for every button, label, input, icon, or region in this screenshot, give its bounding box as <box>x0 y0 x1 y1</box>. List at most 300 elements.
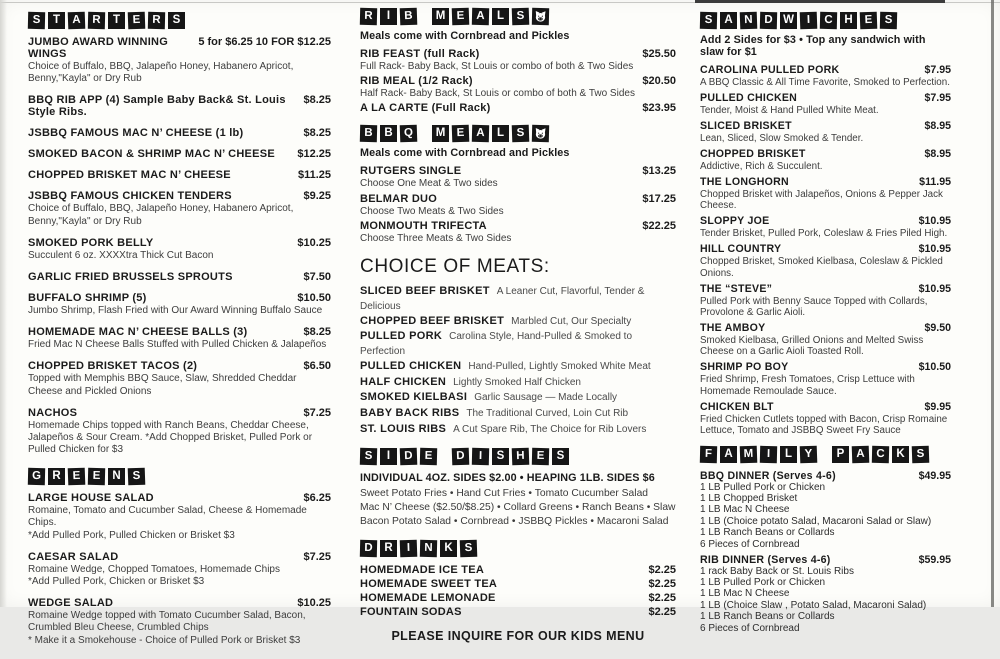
title-letter-tile: S <box>880 12 897 29</box>
item-name: CAROLINA PULLED PORK <box>700 64 840 76</box>
item-name: SMOKED BACON & SHRIMP MAC N’ CHEESE <box>28 148 275 161</box>
menu-item <box>700 243 951 279</box>
item-price: $20.50 <box>642 75 676 88</box>
title-letter-tile: S <box>512 8 530 26</box>
menu-item <box>360 564 676 576</box>
scan-edge-left <box>0 0 7 607</box>
title-letter-tile: R <box>88 12 105 29</box>
menu-item-row <box>360 75 676 87</box>
item-detail-line: 6 Pieces of Cornbread <box>700 538 800 550</box>
title-letter-tile: R <box>360 8 377 25</box>
item-description: Topped with Memphis BBQ Sauce, Slaw, Shredded Cheddar Cheese and Pickled Onions <box>28 373 297 397</box>
menu-item-row <box>700 243 951 255</box>
item-note: *Add Pulled Pork, Chicken or Brisket $3 <box>28 576 205 587</box>
item-name: CHOPPED BRISKET MAC N’ CHEESE <box>28 169 231 182</box>
item-name: A LA CARTE (Full Rack) <box>360 102 491 115</box>
title-letter-tile: M <box>432 125 449 142</box>
item-name: RIB FEAST (full Rack) <box>360 48 480 60</box>
item-name: THE “STEVE” <box>700 282 773 295</box>
menu-column-right <box>700 12 951 643</box>
item-name: CAESAR SALAD <box>28 550 119 563</box>
item-price: $49.95 <box>918 469 951 482</box>
title-letter-tile: A <box>720 446 737 463</box>
item-description: Addictive, Rich & Succulent. <box>700 160 823 172</box>
menu-item <box>28 271 331 283</box>
item-description: Romaine, Tomato and Cucumber Salad, Cheese & Homemade Chips. <box>28 505 307 529</box>
item-price: $2.25 <box>648 592 676 605</box>
menu-item-row <box>28 326 331 338</box>
menu-item <box>28 492 331 542</box>
meat-item <box>360 406 676 422</box>
item-name: HOMEMADE MAC N’ CHEESE BALLS (3) <box>28 326 248 339</box>
menu-item <box>360 606 676 618</box>
section-title <box>28 468 331 485</box>
menu-item-row <box>360 193 676 205</box>
menu-item <box>360 48 676 73</box>
item-price: $10.50 <box>297 291 331 304</box>
meat-description: Carolina Style, Hand-Pulled & Smoked to Perfection <box>360 331 633 357</box>
item-description: Choice of Buffalo, BBQ, Jalapeño Honey, Habanero Apricot, Benny,"Kayla" or Dry Rub <box>28 203 294 227</box>
item-description: Tender Brisket, Pulled Pork, Coleslaw & Fries Piled High. <box>700 228 948 240</box>
meat-name: HALF CHICKEN <box>360 375 447 388</box>
meat-description: Garlic Sausage — Made Locally <box>474 392 618 404</box>
item-price: $7.25 <box>303 406 331 419</box>
item-note: * Make it a Smokehouse - Choice of Pulled Pork or Brisket $3 <box>28 634 301 646</box>
menu-item <box>360 578 676 590</box>
item-name: HILL COUNTRY <box>700 243 782 256</box>
meat-item <box>360 375 676 391</box>
section-starters <box>28 12 331 456</box>
title-letter-tile: S <box>492 448 509 465</box>
meat-description: Lightly Smoked Half Chicken <box>453 376 581 388</box>
section-rib-meals <box>360 8 676 114</box>
title-letter-tile: C <box>820 12 837 29</box>
menu-item <box>28 169 331 181</box>
menu-item-row <box>700 554 951 566</box>
meat-name: PULLED PORK <box>360 330 443 343</box>
item-name: HOMEMADE SWEET TEA <box>360 578 498 591</box>
item-name: NACHOS <box>28 406 78 419</box>
item-name: GARLIC FRIED BRUSSELS SPROUTS <box>28 270 233 283</box>
item-name: HOMEDMADE ICE TEA <box>360 564 485 577</box>
title-letter-tile: T <box>48 12 65 29</box>
meat-item <box>360 284 676 314</box>
menu-item-row <box>700 148 951 160</box>
item-price: $8.95 <box>924 147 951 160</box>
menu-item <box>28 597 331 647</box>
menu-item-row <box>360 564 676 576</box>
item-price: $25.50 <box>642 48 676 60</box>
menu-item <box>700 64 951 88</box>
title-letter-tile: F <box>700 445 717 462</box>
item-price: $2.25 <box>648 578 676 591</box>
menu-item <box>700 92 951 116</box>
title-letter-tile: S <box>700 12 717 29</box>
menu-item <box>28 326 331 351</box>
meat-item <box>360 359 676 375</box>
menu-item-row <box>360 606 676 618</box>
section-pricing-line: INDIVIDUAL 4OZ. SIDES $2.00 • HEAPING 1LB. SIDES $6 <box>360 472 655 485</box>
menu-item-row <box>28 237 331 249</box>
item-price: $10.50 <box>918 361 951 374</box>
item-price: $6.50 <box>303 360 331 373</box>
menu-item <box>360 165 676 190</box>
meat-name: SMOKED KIELBASI <box>360 391 468 404</box>
meat-description: Hand-Pulled, Lightly Smoked White Meat <box>468 361 651 373</box>
title-letter-tile: I <box>380 8 397 25</box>
menu-item-row <box>700 401 951 413</box>
item-name: JSBBQ FAMOUS MAC N’ CHEESE (1 lb) <box>28 127 244 140</box>
menu-item <box>360 592 676 604</box>
title-letter-tile: G <box>28 468 45 485</box>
menu-item <box>360 193 676 218</box>
section-line: Mac N’ Cheese ($2.50/$8.25) • Collard Greens • Ranch Beans • Slaw <box>360 502 676 514</box>
menu-item <box>360 102 676 114</box>
title-letter-tile: K <box>892 446 909 463</box>
item-price: $10.25 <box>297 597 331 610</box>
item-description: Romaine Wedge, Chopped Tomatoes, Homemade Chips <box>28 563 280 575</box>
menu-item <box>28 551 331 588</box>
section-bbq-meals <box>360 125 676 245</box>
title-letter-tile: H <box>840 12 857 29</box>
item-price: $2.25 <box>648 606 676 619</box>
item-description: Chopped Brisket, Smoked Kielbasa, Coleslaw & Pickled Onions. <box>700 256 943 279</box>
item-note: *Add Pulled Pork, Pulled Chicken or Brisket $3 <box>28 529 235 541</box>
kids-menu-note: PLEASE INQUIRE FOR OUR KIDS MENU <box>391 629 645 644</box>
item-name: SHRIMP PO BOY <box>700 361 789 374</box>
item-description: Choose Three Meats & Two Sides <box>360 232 512 244</box>
section-sandwiches <box>700 12 951 437</box>
menu-item-row <box>28 127 331 139</box>
menu-item <box>700 554 951 634</box>
title-letter-tile: E <box>452 125 470 143</box>
item-description: Choice of Buffalo, BBQ, Jalapeño Honey, Habanero Apricot, Benny,"Kayla" or Dry Rub <box>28 61 294 85</box>
menu-item-row <box>700 92 951 104</box>
title-letter-tile: S <box>552 448 569 465</box>
menu-item-row <box>28 551 331 563</box>
menu-item <box>700 215 951 239</box>
item-name: LARGE HOUSE SALAD <box>28 492 154 505</box>
menu-item-row <box>700 361 951 373</box>
item-description: Pulled Pork with Benny Sauce Topped with Collards, Provolone & Garlic Aioli. <box>700 295 928 319</box>
meat-name: BABY BACK RIBS <box>360 406 460 419</box>
menu-item <box>360 75 676 100</box>
section-subtitle: Meals come with Cornbread and Pickles <box>360 30 570 42</box>
menu-item-row <box>700 215 951 227</box>
menu-item-row <box>360 592 676 604</box>
item-price: $8.95 <box>924 119 951 132</box>
item-description: Romaine Wedge topped with Tomato Cucumber Salad, Bacon, Crumbled Bleu Cheese, Crumbled Chips <box>28 610 306 634</box>
menu-item-row <box>360 578 676 590</box>
section-line: Sweet Potato Fries • Hand Cut Fries • Tomato Cucumber Salad <box>360 488 649 500</box>
menu-item-row <box>360 48 676 60</box>
title-letter-tile: E <box>88 468 105 485</box>
menu-item <box>700 401 951 437</box>
item-name: PULLED CHICKEN <box>700 91 798 104</box>
item-name: BUFFALO SHRIMP (5) <box>28 291 147 304</box>
section-greens <box>28 468 331 647</box>
title-letter-tile: S <box>168 12 185 29</box>
menu-item <box>700 322 951 358</box>
title-letter-tile: T <box>108 12 125 29</box>
item-detail-line: 1 LB Pulled Pork or Chicken <box>700 576 826 588</box>
menu-item-row <box>700 120 951 132</box>
section-title <box>360 448 676 465</box>
section-subtitle: Meals come with Cornbread and Pickles <box>360 147 570 160</box>
meat-name: PULLED CHICKEN <box>360 360 462 373</box>
meat-name: SLICED BEEF BRISKET <box>360 284 490 297</box>
item-description: Tender, Moist & Hand Pulled White Meat. <box>700 104 879 116</box>
title-letter-tile: N <box>420 540 437 557</box>
item-name: BBQ DINNER (Serves 4-6) <box>700 469 836 482</box>
title-letter-tile: E <box>420 448 437 465</box>
item-price: $11.25 <box>297 169 331 182</box>
title-letter-tile: W <box>780 12 797 29</box>
title-letter-tile: A <box>472 8 489 25</box>
section-title <box>360 540 676 557</box>
item-name: CHOPPED BRISKET TACOS (2) <box>28 360 198 373</box>
item-description: Succulent 6 oz. XXXXtra Thick Cut Bacon <box>28 249 214 261</box>
menu-item-row <box>28 94 331 118</box>
item-description: Fried Chicken Cutlets topped with Bacon, Crisp Romaine Lettuce, Tomato and JSBBQ Sweet Fry Sauce <box>700 413 948 437</box>
menu-item <box>700 176 951 212</box>
menu-item <box>28 292 331 317</box>
item-name: CHOPPED BRISKET <box>700 147 806 160</box>
section-title: CHOICE OF MEATS: <box>360 255 550 277</box>
item-name: RIB DINNER (Serves 4-6) <box>700 553 831 566</box>
section-drinks <box>360 540 676 618</box>
item-name: JUMBO AWARD WINNING WINGS <box>28 36 169 60</box>
menu-item-row <box>28 292 331 304</box>
title-letter-tile: N <box>108 468 125 485</box>
menu-item-row <box>360 102 676 114</box>
item-detail-line: 1 LB Pulled Pork or Chicken <box>700 481 826 493</box>
title-letter-tile: A <box>472 125 489 142</box>
item-price: $17.25 <box>642 192 676 205</box>
item-price: $7.50 <box>303 270 331 283</box>
item-name: MONMOUTH TRIFECTA <box>360 219 487 232</box>
menu-item <box>700 283 951 319</box>
item-price: $22.25 <box>642 219 676 232</box>
title-letter-tile: R <box>48 468 65 485</box>
item-description: Choose Two Meats & Two Sides <box>360 205 504 217</box>
title-letter-tile: A <box>68 12 86 30</box>
meat-item <box>360 314 676 330</box>
title-letter-tile: K <box>440 540 457 557</box>
title-letter-tile: R <box>380 540 397 557</box>
title-letter-tile: I <box>400 540 418 558</box>
item-detail-line: 1 LB Chopped Brisket <box>700 493 798 505</box>
item-price: 5 for $6.25 10 FOR $12.25 <box>198 36 331 48</box>
title-letter-tile: N <box>740 12 758 30</box>
pig-icon <box>532 125 549 142</box>
item-name: RUTGERS SINGLE <box>360 165 462 178</box>
title-letter-tile: S <box>460 540 478 558</box>
title-letter-tile: E <box>452 8 470 26</box>
item-name: CHICKEN BLT <box>700 400 774 413</box>
menu-item-row <box>28 597 331 609</box>
meat-name: ST. LOUIS RIBS <box>360 422 447 435</box>
title-letter-tile: I <box>800 12 818 30</box>
meat-name: CHOPPED BEEF BRISKET <box>360 314 505 327</box>
menu-item-row <box>28 169 331 181</box>
menu-item-row <box>360 165 676 177</box>
title-letter-tile: A <box>852 445 870 463</box>
item-name: SMOKED PORK BELLY <box>28 236 154 249</box>
item-detail-line: 1 LB (Choice Slaw , Potato Salad, Macaroni Salad) <box>700 599 927 611</box>
item-price: $2.25 <box>648 564 676 577</box>
title-letter-tile: A <box>720 12 737 29</box>
tile-word-gap <box>440 456 449 457</box>
item-price: $6.25 <box>303 492 331 505</box>
title-letter-tile: M <box>740 445 758 463</box>
meat-item <box>360 422 676 438</box>
meat-description: Marbled Cut, Our Specialty <box>511 315 632 327</box>
item-name: THE AMBOY <box>700 321 766 334</box>
tile-word-gap <box>420 16 429 17</box>
menu-item-row <box>700 322 951 334</box>
item-price: $23.95 <box>642 102 676 115</box>
menu-column-left <box>28 12 331 659</box>
item-detail-line: 1 LB Mac N Cheese <box>700 504 790 516</box>
menu-item <box>28 94 331 118</box>
item-price: $11.95 <box>919 175 951 188</box>
item-price: $7.25 <box>303 550 331 563</box>
title-letter-tile: M <box>432 8 449 25</box>
title-letter-tile: B <box>380 125 397 142</box>
meat-item <box>360 390 676 406</box>
item-name: WEDGE SALAD <box>28 597 114 610</box>
title-letter-tile: S <box>912 445 930 463</box>
menu-item <box>360 220 676 245</box>
menu-item-row <box>28 36 331 60</box>
item-detail-line: 1 LB Mac N Cheese <box>700 588 790 600</box>
item-price: $13.25 <box>642 165 676 178</box>
item-detail-line: 1 LB Ranch Beans or Collards <box>700 527 835 539</box>
title-letter-tile: S <box>128 468 146 486</box>
title-letter-tile: B <box>400 8 418 26</box>
item-name: JSBBQ FAMOUS CHICKEN TENDERS <box>28 190 232 203</box>
menu-item <box>700 120 951 144</box>
title-letter-tile: D <box>452 448 470 466</box>
item-price: $12.25 <box>297 148 331 161</box>
title-letter-tile: E <box>532 448 549 465</box>
item-description: Homemade Chips topped with Ranch Beans, Cheddar Cheese, Jalapeños & Sour Cream. *Add Chopped Brisket, Pulled Pork or Pulled Chicken for $3 <box>28 419 313 456</box>
menu-item-row <box>28 407 331 419</box>
title-letter-tile: E <box>860 12 878 30</box>
title-letter-tile: I <box>472 448 489 465</box>
item-description: Jumbo Shrimp, Flash Fried with Our Award Winning Buffalo Sauce <box>28 304 323 316</box>
item-description: A BBQ Classic & All Time Favorite, Smoked to Perfection. <box>700 77 950 88</box>
item-detail-line: 1 rack Baby Back or St. Louis Ribs <box>700 565 854 577</box>
item-price: $7.95 <box>924 64 951 76</box>
section-title <box>360 8 676 25</box>
section-title <box>700 446 951 463</box>
menu-item-row <box>28 360 331 372</box>
meat-item <box>360 329 676 359</box>
item-price: $8.25 <box>303 127 331 140</box>
item-description: Smoked Kielbasa, Grilled Onions and Melted Swiss Cheese on a Garlic Aioli Toasted Roll. <box>700 334 924 358</box>
item-detail-line: 1 LB Ranch Beans or Collards <box>700 611 835 623</box>
item-name: SLOPPY JOE <box>700 215 770 228</box>
menu-item <box>28 190 331 227</box>
menu-item-row <box>700 176 951 188</box>
section-line: Bacon Potato Salad • Cornbread • JSBBQ Pickles • Macaroni Salad <box>360 516 669 528</box>
title-letter-tile: Q <box>400 125 418 143</box>
title-letter-tile: D <box>360 540 377 557</box>
title-letter-tile: L <box>492 125 509 142</box>
section-choice-of-meats <box>360 256 676 437</box>
item-name: THE LONGHORN <box>700 175 789 188</box>
item-description: Full Rack- Baby Back, St Louis or combo of both & Two Sides <box>360 61 634 72</box>
menu-item-row <box>28 271 331 283</box>
title-letter-tile: C <box>872 445 889 462</box>
item-name: BBQ RIB APP (4) Sample Baby Back& St. Louis Style Ribs. <box>28 94 286 119</box>
menu-item <box>28 36 331 85</box>
title-letter-tile: I <box>380 448 397 465</box>
pig-icon <box>532 8 549 25</box>
section-family-packs <box>700 446 951 634</box>
title-letter-tile: B <box>360 125 377 142</box>
scan-edge-right <box>991 0 994 607</box>
section-side-dishes <box>360 448 676 529</box>
menu-item <box>700 470 951 550</box>
menu-item-row <box>700 283 951 295</box>
item-name: RIB MEAL (1/2 Rack) <box>360 75 473 88</box>
title-letter-tile: S <box>360 448 377 465</box>
menu-item-row <box>28 148 331 160</box>
title-letter-tile: L <box>780 446 797 463</box>
menu-item <box>28 127 331 139</box>
item-price: $10.95 <box>918 282 951 295</box>
menu-item-row <box>360 220 676 232</box>
item-name: BELMAR DUO <box>360 192 438 205</box>
item-price: $7.95 <box>924 91 951 104</box>
item-description: Lean, Sliced, Slow Smoked & Tender. <box>700 132 864 144</box>
menu-item <box>28 237 331 262</box>
item-name: HOMEMADE LEMONADE <box>360 592 496 605</box>
item-description: Chopped Brisket with Jalapeños, Onions & Pepper Jack Cheese. <box>700 188 943 212</box>
title-letter-tile: D <box>760 12 777 29</box>
item-name: FOUNTAIN SODAS <box>360 606 462 619</box>
title-letter-tile: S <box>512 125 530 143</box>
item-description: Fried Mac N Cheese Balls Stuffed with Pulled Chicken & Jalapeños <box>28 339 327 351</box>
title-letter-tile: I <box>760 445 777 462</box>
item-description: Fried Shrimp, Fresh Tomatoes, Crisp Lettuce with Homemade Remoulade Sauce. <box>700 374 915 397</box>
menu-item-row <box>28 492 331 504</box>
section-title <box>360 125 676 142</box>
item-price: $8.25 <box>303 94 331 107</box>
item-price: $9.25 <box>303 190 331 203</box>
item-price: $10.95 <box>918 215 951 228</box>
item-name: SLICED BRISKET <box>700 119 792 132</box>
title-letter-tile: S <box>28 12 45 29</box>
menu-item <box>28 148 331 160</box>
section-title <box>28 12 331 29</box>
menu-column-middle <box>360 8 676 643</box>
meat-description: A Cut Spare Rib, The Choice for Rib Lovers <box>453 423 647 435</box>
item-price: $59.95 <box>918 553 951 566</box>
item-detail-line: 1 LB (Choice potato Salad, Macaroni Salad or Slaw) <box>700 515 932 527</box>
menu-item-row <box>28 190 331 202</box>
title-letter-tile: L <box>492 8 509 25</box>
title-letter-tile: P <box>832 446 849 463</box>
title-letter-tile: E <box>68 468 86 486</box>
meat-description: The Traditional Curved, Loin Cut Rib <box>466 407 629 419</box>
menu-item-row <box>700 64 951 76</box>
title-letter-tile: D <box>400 448 418 466</box>
section-subtitle: Add 2 Sides for $3 • Top any sandwich with slaw for $1 <box>700 34 926 58</box>
